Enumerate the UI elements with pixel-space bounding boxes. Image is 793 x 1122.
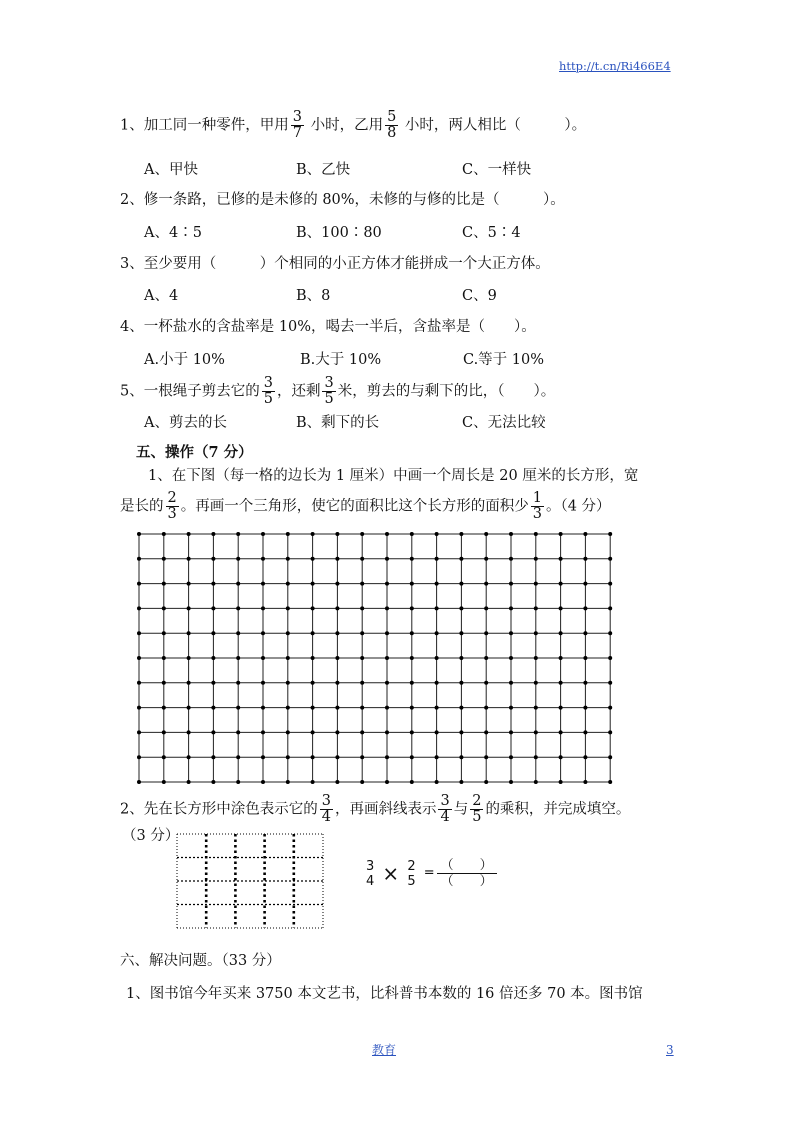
q3-option-c: C、9 <box>462 288 497 304</box>
header-url[interactable]: http://t.cn/Ri466E4 <box>559 59 671 73</box>
answer-blank-fraction[interactable]: $\frac{( )}{( )}$ <box>437 858 497 889</box>
q2-option-b: B、100∶80 <box>296 225 382 241</box>
question-5-mid: ，还剩 <box>276 383 321 400</box>
q1-option-b: B、乙快 <box>296 162 351 178</box>
operation-2-post: 的乘积，并完成填空。 <box>485 801 631 818</box>
question-1-mid: 小时，乙用 <box>310 117 384 134</box>
operation-1-line-2 <box>120 491 611 522</box>
question-1-pre: 1、加工同一种零件，甲用 <box>120 117 289 134</box>
operation-1-mid: 。再画一个三角形，使它的面积比这个长方形的面积少 <box>180 498 529 515</box>
question-5 <box>120 376 555 407</box>
q2-option-a: A、4∶5 <box>144 225 202 241</box>
operation-2-pre: 2、先在长方形中涂色表示它的 <box>120 801 318 818</box>
fraction-3-7: $\frac{3}{7}$ <box>292 109 302 141</box>
operation-1-post: 。（4 分） <box>545 498 611 515</box>
question-4: 4、一杯盐水的含盐率是 10%，喝去一半后，含盐率是（ ）。 <box>120 319 536 335</box>
section-6-title: 六、解决问题。（33 分） <box>120 953 281 969</box>
q5-option-a: A、剪去的长 <box>144 415 227 431</box>
q2-option-c: C、5∶4 <box>462 225 521 241</box>
operation-1-line-1: 1、在下图（每一格的边长为 1 厘米）中画一个周长是 20 厘米的长方形，宽 <box>148 468 639 484</box>
question-1-post: 小时，两人相比（ ）。 <box>404 117 587 134</box>
operation-2-mid2: 与 <box>453 801 469 818</box>
fraction-3-4-a: $\frac{3}{4}$ <box>321 793 331 825</box>
fraction-3-5-a: $\frac{3}{5}$ <box>263 375 273 407</box>
dotted-rectangle <box>176 833 324 929</box>
q4-option-c: C.等于 10% <box>463 352 545 368</box>
section-5-title: 五、操作（7 分） <box>136 444 253 461</box>
formula-fraction-3-4: 3 4 <box>366 858 375 889</box>
formula-fraction-2-5: 2 5 <box>407 858 416 889</box>
fraction-3-4-b: $\frac{3}{4}$ <box>440 793 450 825</box>
times-sign: × <box>382 861 400 886</box>
q3-option-b: B、8 <box>296 288 331 304</box>
q1-option-c: C、一样快 <box>462 162 532 178</box>
fraction-1-3: $\frac{1}{3}$ <box>532 490 542 522</box>
operation-2-text <box>120 794 630 825</box>
q3-option-a: A、4 <box>144 288 179 304</box>
q5-option-b: B、剩下的长 <box>296 415 380 431</box>
footer-label[interactable]: 教育 <box>372 1043 397 1057</box>
q1-option-a: A、甲快 <box>144 162 198 178</box>
equals-sign: = <box>423 865 435 881</box>
product-formula <box>362 858 499 889</box>
fraction-2-5: $\frac{2}{5}$ <box>472 793 482 825</box>
question-5-post: 米，剪去的与剩下的比，（ ）。 <box>337 383 556 400</box>
q5-option-c: C、无法比较 <box>462 415 546 431</box>
q4-option-b: B.大于 10% <box>300 352 382 368</box>
page-number: 3 <box>666 1043 674 1057</box>
question-2: 2、修一条路，已修的是未修的 80%，未修的与修的比是（ ）。 <box>120 192 565 208</box>
operation-1-pre: 是长的 <box>120 498 164 515</box>
question-1 <box>120 110 586 141</box>
operation-2-score: （3 分） <box>122 828 180 844</box>
q4-option-a: A.小于 10% <box>144 352 225 368</box>
fraction-2-3: $\frac{2}{3}$ <box>167 490 177 522</box>
operation-2-mid: ，再画斜线表示 <box>334 801 437 818</box>
fraction-5-8: $\frac{5}{8}$ <box>387 109 397 141</box>
problem-1-text: 1、图书馆今年买来 3750 本文艺书，比科普书本数的 16 倍还多 70 本。图书馆 <box>126 986 643 1002</box>
question-5-pre: 5、一根绳子剪去它的 <box>120 383 260 400</box>
square-grid <box>137 532 591 782</box>
question-3: 3、至少要用（ ）个相同的小正方体才能拼成一个大正方体。 <box>120 256 550 272</box>
fraction-3-5-b: $\frac{3}{5}$ <box>324 375 334 407</box>
